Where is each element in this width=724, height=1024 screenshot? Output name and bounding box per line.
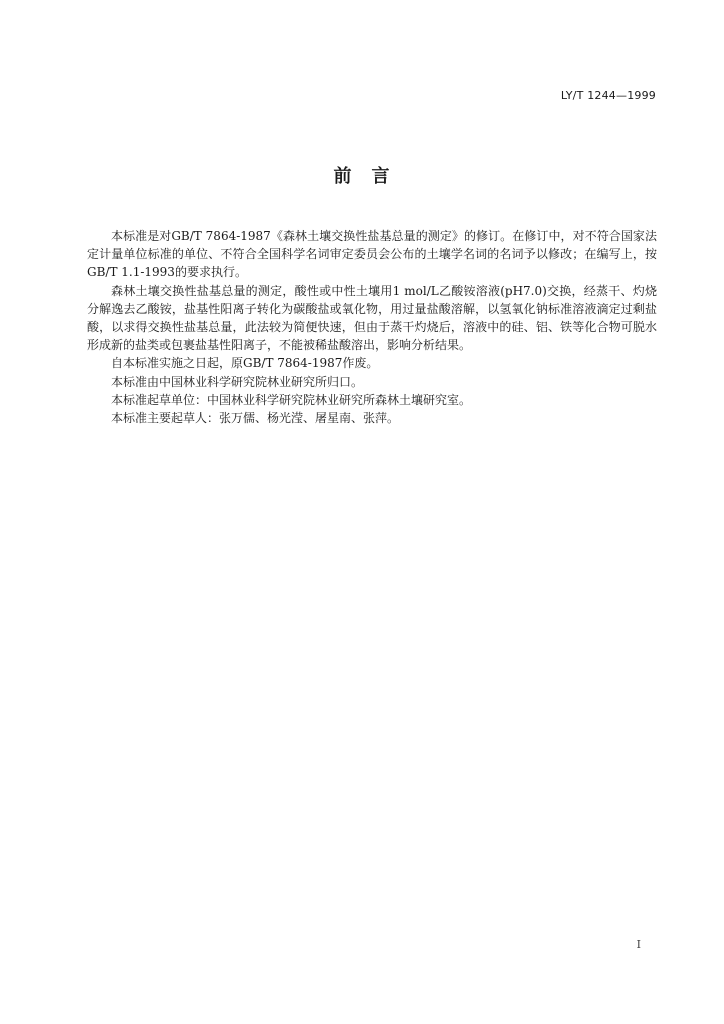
paragraph-drafters: 本标准主要起草人：张万儒、杨光滢、屠星南、张萍。	[111, 411, 400, 426]
page-title: 前 言	[333, 166, 391, 187]
paragraph-revision: 本标准是对GB/T 7864-1987《森林土壤交换性盐基总量的测定》的修订。在修订中，对不符合国家法定计量单位标准的单位、不符合全国科学名词审定委员会公布的土壤学名词的名词予以修改；在编写上，按GB/T 1.1-1993的要求执行。	[87, 229, 657, 280]
document-number: LY/T 1244—1999	[560, 89, 656, 102]
paragraph-method: 森林土壤交换性盐基总量的测定，酸性或中性土壤用1 mol/L乙酸铵溶液(pH7.0)交换，经蒸干、灼烧分解逸去乙酸铵，盐基性阳离子转化为碳酸盐或氧化物，用过量盐酸溶解，以氢氧化钠标准溶液滴定过剩盐酸，以求得交换性盐基总量，此法较为简便快速，但由于蒸干灼烧后，溶液中的硅、铝、铁等化合物可脱水形成新的盐类或包裹盐基性阳离子，不能被稀盐酸溶出，影响分析结果。	[87, 283, 657, 353]
page-number: I	[636, 938, 641, 951]
foreword-body	[87, 227, 657, 427]
paragraph-administered-by: 本标准由中国林业科学研究院林业研究所归口。	[111, 374, 364, 389]
paragraph-supersede: 自本标准实施之日起，原GB/T 7864-1987作废。	[111, 356, 379, 371]
paragraph-drafting-unit: 本标准起草单位：中国林业科学研究院林业研究所森林土壤研究室。	[111, 392, 472, 407]
